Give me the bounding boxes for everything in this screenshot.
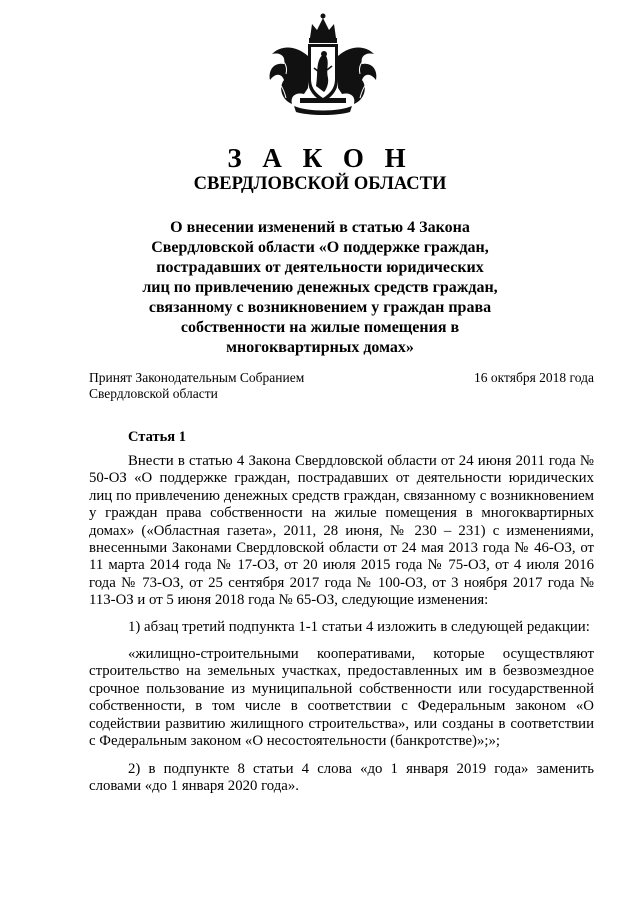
adoption-date: 16 октября 2018 года	[474, 370, 594, 385]
subject-line: лиц по привлечению денежных средств граждан,	[142, 279, 498, 296]
subject-line: Свердловской области «О поддержке граждан,	[151, 239, 489, 256]
article-paragraph: 2) в подпункте 8 статьи 4 слова «до 1 января 2019 года» заменить словами «до 1 января 2020 года».	[89, 760, 594, 794]
subject-line: собственности на жилые помещения в	[180, 319, 460, 336]
subject-line: многоквартирных домах»	[226, 339, 414, 356]
article-body	[89, 453, 594, 805]
adopted-by-line: Свердловской области	[89, 386, 218, 401]
adopted-by	[89, 370, 349, 402]
sverdlovsk-coat-of-arms-icon	[264, 8, 382, 116]
article-paragraph: Внести в статью 4 Закона Свердловской области от 24 июня 2011 года № 50-ОЗ «О поддержке граждан, пострадавших от деятельности юридических лиц по привлечению денежных средств граждан, связанному с возникновением у граждан права собственности на жилые помещения в многоквартирных домах» («Областная газета», 2011, 28 июня, № 230 – 231) с изменениями, внесенными Законами Свердловской области от 24 мая 2013 года № 46-ОЗ, от 11 марта 2014 года № 17-ОЗ, от 20 июля 2015 года № 75-ОЗ, от 4 июля 2016 года № 73-ОЗ, от 25 сентября 2017 года № 100-ОЗ, от 3 ноября 2017 года № 113-ОЗ и от 5 июня 2018 года № 65-ОЗ, следующие изменения:	[89, 453, 594, 609]
article-paragraph: 1) абзац третий подпункта 1-1 статьи 4 изложить в следующей редакции:	[128, 618, 590, 635]
subject-line: О внесении изменений в статью 4 Закона	[170, 219, 470, 236]
article-paragraph: «жилищно-строительными кооперативами, которые осуществляют строительство на земельных участках, предоставленных им в безвозмездное срочное пользование из муниципальной собственности или государственной собственности, в том числе в соответствии с Федеральным законом «О содействии развитию жилищного строительства», или созданы в соответствии с Федеральным законом «О несостоятельности (банкротстве)»;»;	[89, 646, 594, 750]
article-heading: Статья 1	[128, 429, 186, 445]
subject-line: пострадавших от деятельности юридических	[156, 259, 484, 276]
region-title: СВЕРДЛОВСКОЙ ОБЛАСТИ	[193, 174, 447, 194]
law-title: З А К О Н	[227, 143, 413, 173]
adopted-by-line: Принят Законодательным Собранием	[89, 370, 305, 385]
subject-line: связанному с возникновением у граждан права	[148, 299, 492, 316]
law-subject	[60, 218, 580, 358]
